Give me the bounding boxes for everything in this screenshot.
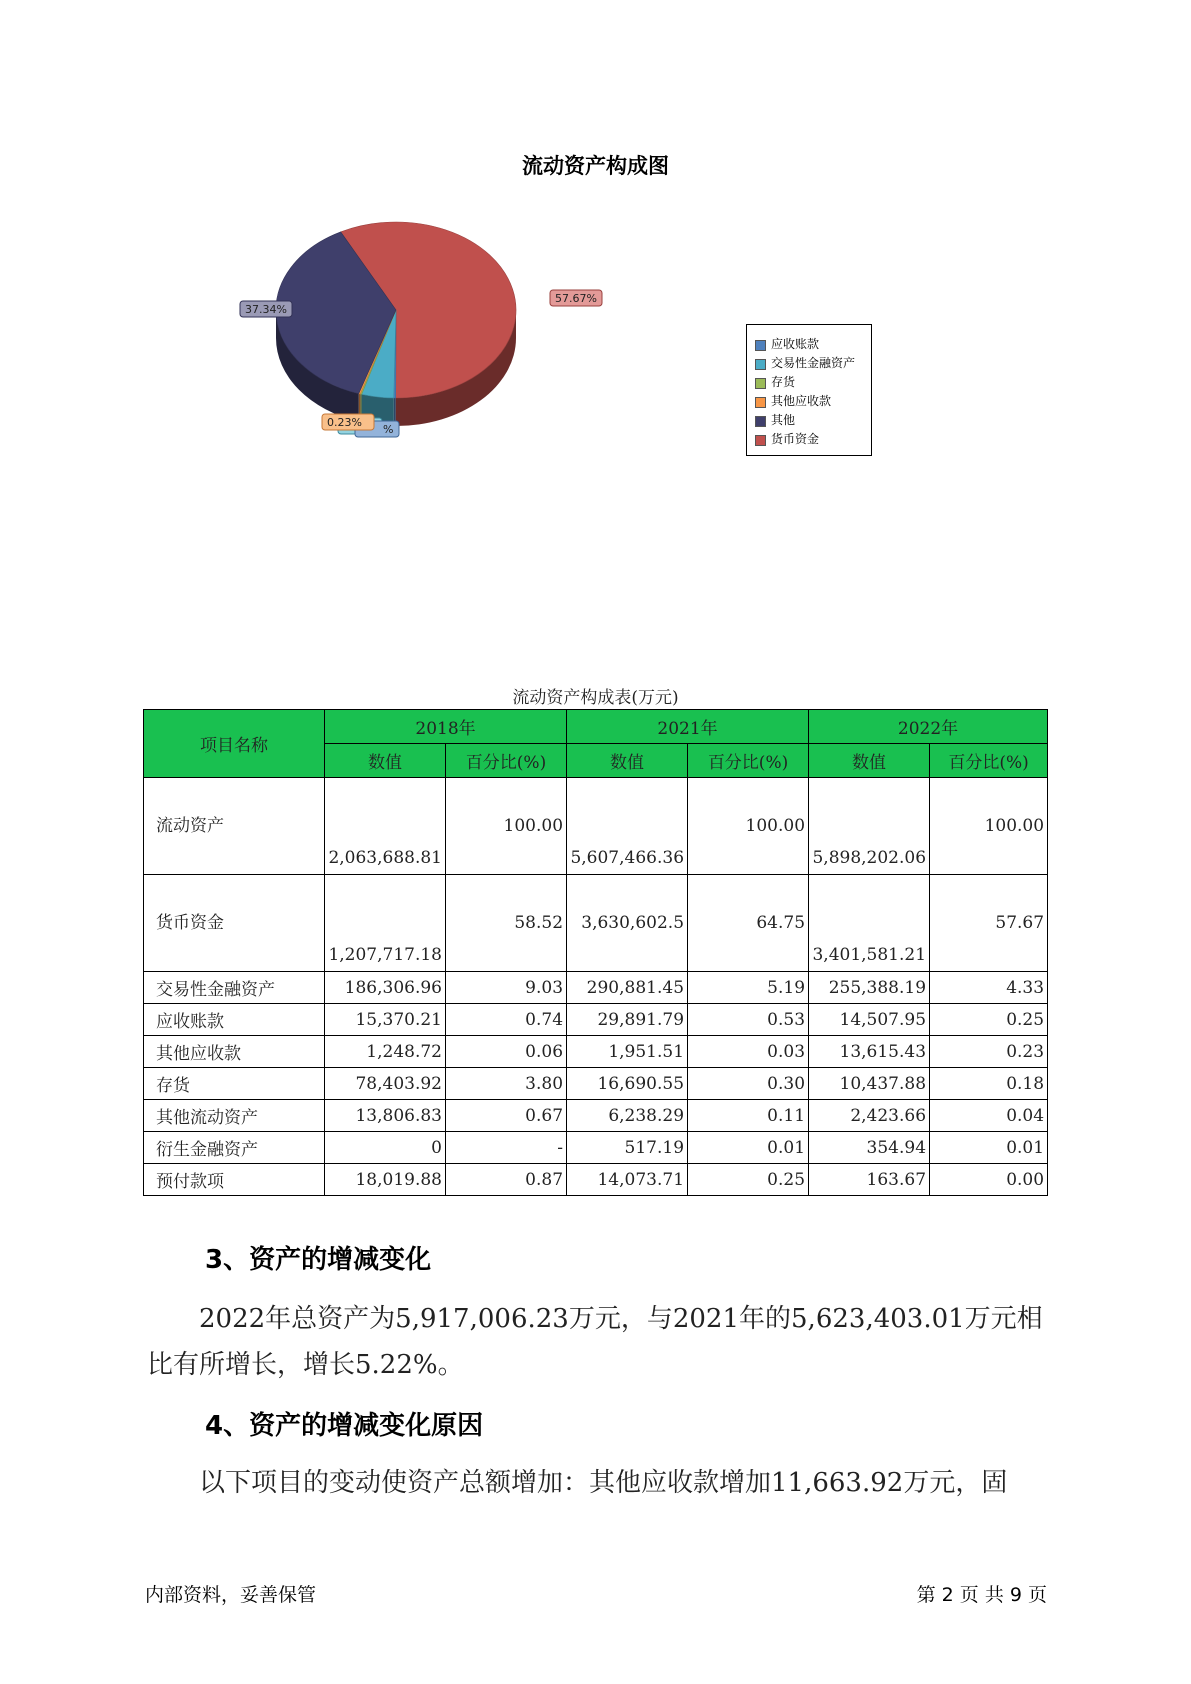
row-name: 流动资产 (144, 778, 325, 875)
cell: 64.75 (688, 875, 809, 972)
cell: 14,507.95 (809, 1004, 930, 1036)
pie-label-text: 0.23% (327, 416, 362, 429)
chart-legend (746, 324, 872, 456)
cell: 78,403.92 (325, 1068, 446, 1100)
cell: 18,019.88 (325, 1164, 446, 1196)
row-name: 应收账款 (144, 1004, 325, 1036)
legend-item (747, 430, 871, 449)
head-year-2022: 2022年 (809, 710, 1048, 744)
cell: 0.74 (446, 1004, 567, 1036)
row-name: 存货 (144, 1068, 325, 1100)
cell: 517.19 (567, 1132, 688, 1164)
head-value: 数值 (809, 744, 930, 778)
legend-swatch (755, 435, 766, 446)
legend-label: 存货 (771, 375, 796, 389)
footer-confidential: 内部资料，妥善保管 (145, 1584, 317, 1606)
cell: 0.67 (446, 1100, 567, 1132)
chart-title: 流动资产构成图 (522, 154, 669, 178)
cell: 0.00 (930, 1164, 1048, 1196)
row-name: 交易性金融资产 (144, 972, 325, 1004)
pie-label-text: % (383, 423, 394, 436)
cell: 0.53 (688, 1004, 809, 1036)
section-4-heading: 4、资产的增减变化原因 (205, 1411, 484, 1441)
cell: 186,306.96 (325, 972, 446, 1004)
cell: 3.80 (446, 1068, 567, 1100)
legend-item (747, 392, 871, 411)
cell: 9.03 (446, 972, 567, 1004)
legend-label: 货币资金 (771, 432, 820, 446)
cell: 100.00 (446, 778, 567, 875)
cell: 5,607,466.36 (567, 778, 688, 875)
table-caption: 流动资产构成表(万元) (512, 688, 679, 708)
cell: 0.03 (688, 1036, 809, 1068)
legend-swatch (755, 397, 766, 408)
cell: 2,063,688.81 (325, 778, 446, 875)
row-name: 其他流动资产 (144, 1100, 325, 1132)
row-name: 货币资金 (144, 875, 325, 972)
head-value: 数值 (325, 744, 446, 778)
row-name: 预付款项 (144, 1164, 325, 1196)
pie-label-text: 37.34% (245, 303, 287, 316)
current-assets-table (143, 709, 1048, 1196)
table-row (144, 1036, 1048, 1068)
cell: 2,423.66 (809, 1100, 930, 1132)
section-3-heading: 3、资产的增减变化 (205, 1245, 432, 1275)
table-row (144, 1164, 1048, 1196)
table-row (144, 875, 1048, 972)
section-3-paragraph: 2022年总资产为5,917,006.23万元，与2021年的5,623,403.01万元相比有所增长，增长5.22%。 (147, 1304, 1043, 1380)
cell: 3,401,581.21 (809, 875, 930, 972)
pie-data-label (322, 414, 374, 430)
cell: 0.87 (446, 1164, 567, 1196)
cell: 6,238.29 (567, 1100, 688, 1132)
cell: 0.23 (930, 1036, 1048, 1068)
cell: 0.11 (688, 1100, 809, 1132)
cell: 5,898,202.06 (809, 778, 930, 875)
legend-item (747, 373, 871, 392)
cell: 1,951.51 (567, 1036, 688, 1068)
cell: 1,207,717.18 (325, 875, 446, 972)
legend-label: 其他应收款 (771, 394, 832, 408)
pie-chart (220, 220, 640, 480)
cell: 29,891.79 (567, 1004, 688, 1036)
section-4-paragraph: 以下项目的变动使资产总额增加：其他应收款增加11,663.92万元，固 (199, 1468, 1008, 1498)
pie-label-text: 57.67% (555, 292, 597, 305)
legend-swatch (755, 359, 766, 370)
legend-item (747, 411, 871, 430)
head-year-2018: 2018年 (325, 710, 567, 744)
cell: 255,388.19 (809, 972, 930, 1004)
cell: 0.25 (688, 1164, 809, 1196)
cell: 10,437.88 (809, 1068, 930, 1100)
cell: 0 (325, 1132, 446, 1164)
row-name: 其他应收款 (144, 1036, 325, 1068)
legend-swatch (755, 340, 766, 351)
cell: 13,806.83 (325, 1100, 446, 1132)
row-name: 衍生金融资产 (144, 1132, 325, 1164)
pie-data-label (240, 301, 292, 317)
cell: 163.67 (809, 1164, 930, 1196)
cell: 58.52 (446, 875, 567, 972)
cell: 14,073.71 (567, 1164, 688, 1196)
legend-label: 其他 (771, 413, 796, 427)
head-year-2021: 2021年 (567, 710, 809, 744)
cell: 0.18 (930, 1068, 1048, 1100)
cell: - (446, 1132, 567, 1164)
cell: 57.67 (930, 875, 1048, 972)
cell: 4.33 (930, 972, 1048, 1004)
table-row (144, 1132, 1048, 1164)
cell: 13,615.43 (809, 1036, 930, 1068)
cell: 354.94 (809, 1132, 930, 1164)
cell: 15,370.21 (325, 1004, 446, 1036)
cell: 1,248.72 (325, 1036, 446, 1068)
cell: 0.25 (930, 1004, 1048, 1036)
head-item-name: 项目名称 (144, 710, 325, 778)
table-row (144, 972, 1048, 1004)
head-percent: 百分比(%) (688, 744, 809, 778)
legend-label: 交易性金融资产 (771, 356, 856, 370)
table-row (144, 778, 1048, 875)
cell: 0.04 (930, 1100, 1048, 1132)
cell: 100.00 (930, 778, 1048, 875)
footer-page-number: 第 2 页 共 9 页 (916, 1584, 1047, 1606)
head-percent: 百分比(%) (930, 744, 1048, 778)
head-percent: 百分比(%) (446, 744, 567, 778)
legend-item (747, 354, 871, 373)
cell: 0.01 (688, 1132, 809, 1164)
legend-swatch (755, 378, 766, 389)
cell: 100.00 (688, 778, 809, 875)
table-row (144, 1068, 1048, 1100)
cell: 16,690.55 (567, 1068, 688, 1100)
cell: 3,630,602.5 (567, 875, 688, 972)
head-value: 数值 (567, 744, 688, 778)
table-row (144, 1004, 1048, 1036)
legend-item (747, 335, 871, 354)
table-row (144, 1100, 1048, 1132)
cell: 290,881.45 (567, 972, 688, 1004)
cell: 0.06 (446, 1036, 567, 1068)
cell: 0.01 (930, 1132, 1048, 1164)
cell: 5.19 (688, 972, 809, 1004)
cell: 0.30 (688, 1068, 809, 1100)
legend-label: 应收账款 (771, 337, 820, 351)
legend-swatch (755, 416, 766, 427)
pie-data-label (550, 290, 602, 306)
